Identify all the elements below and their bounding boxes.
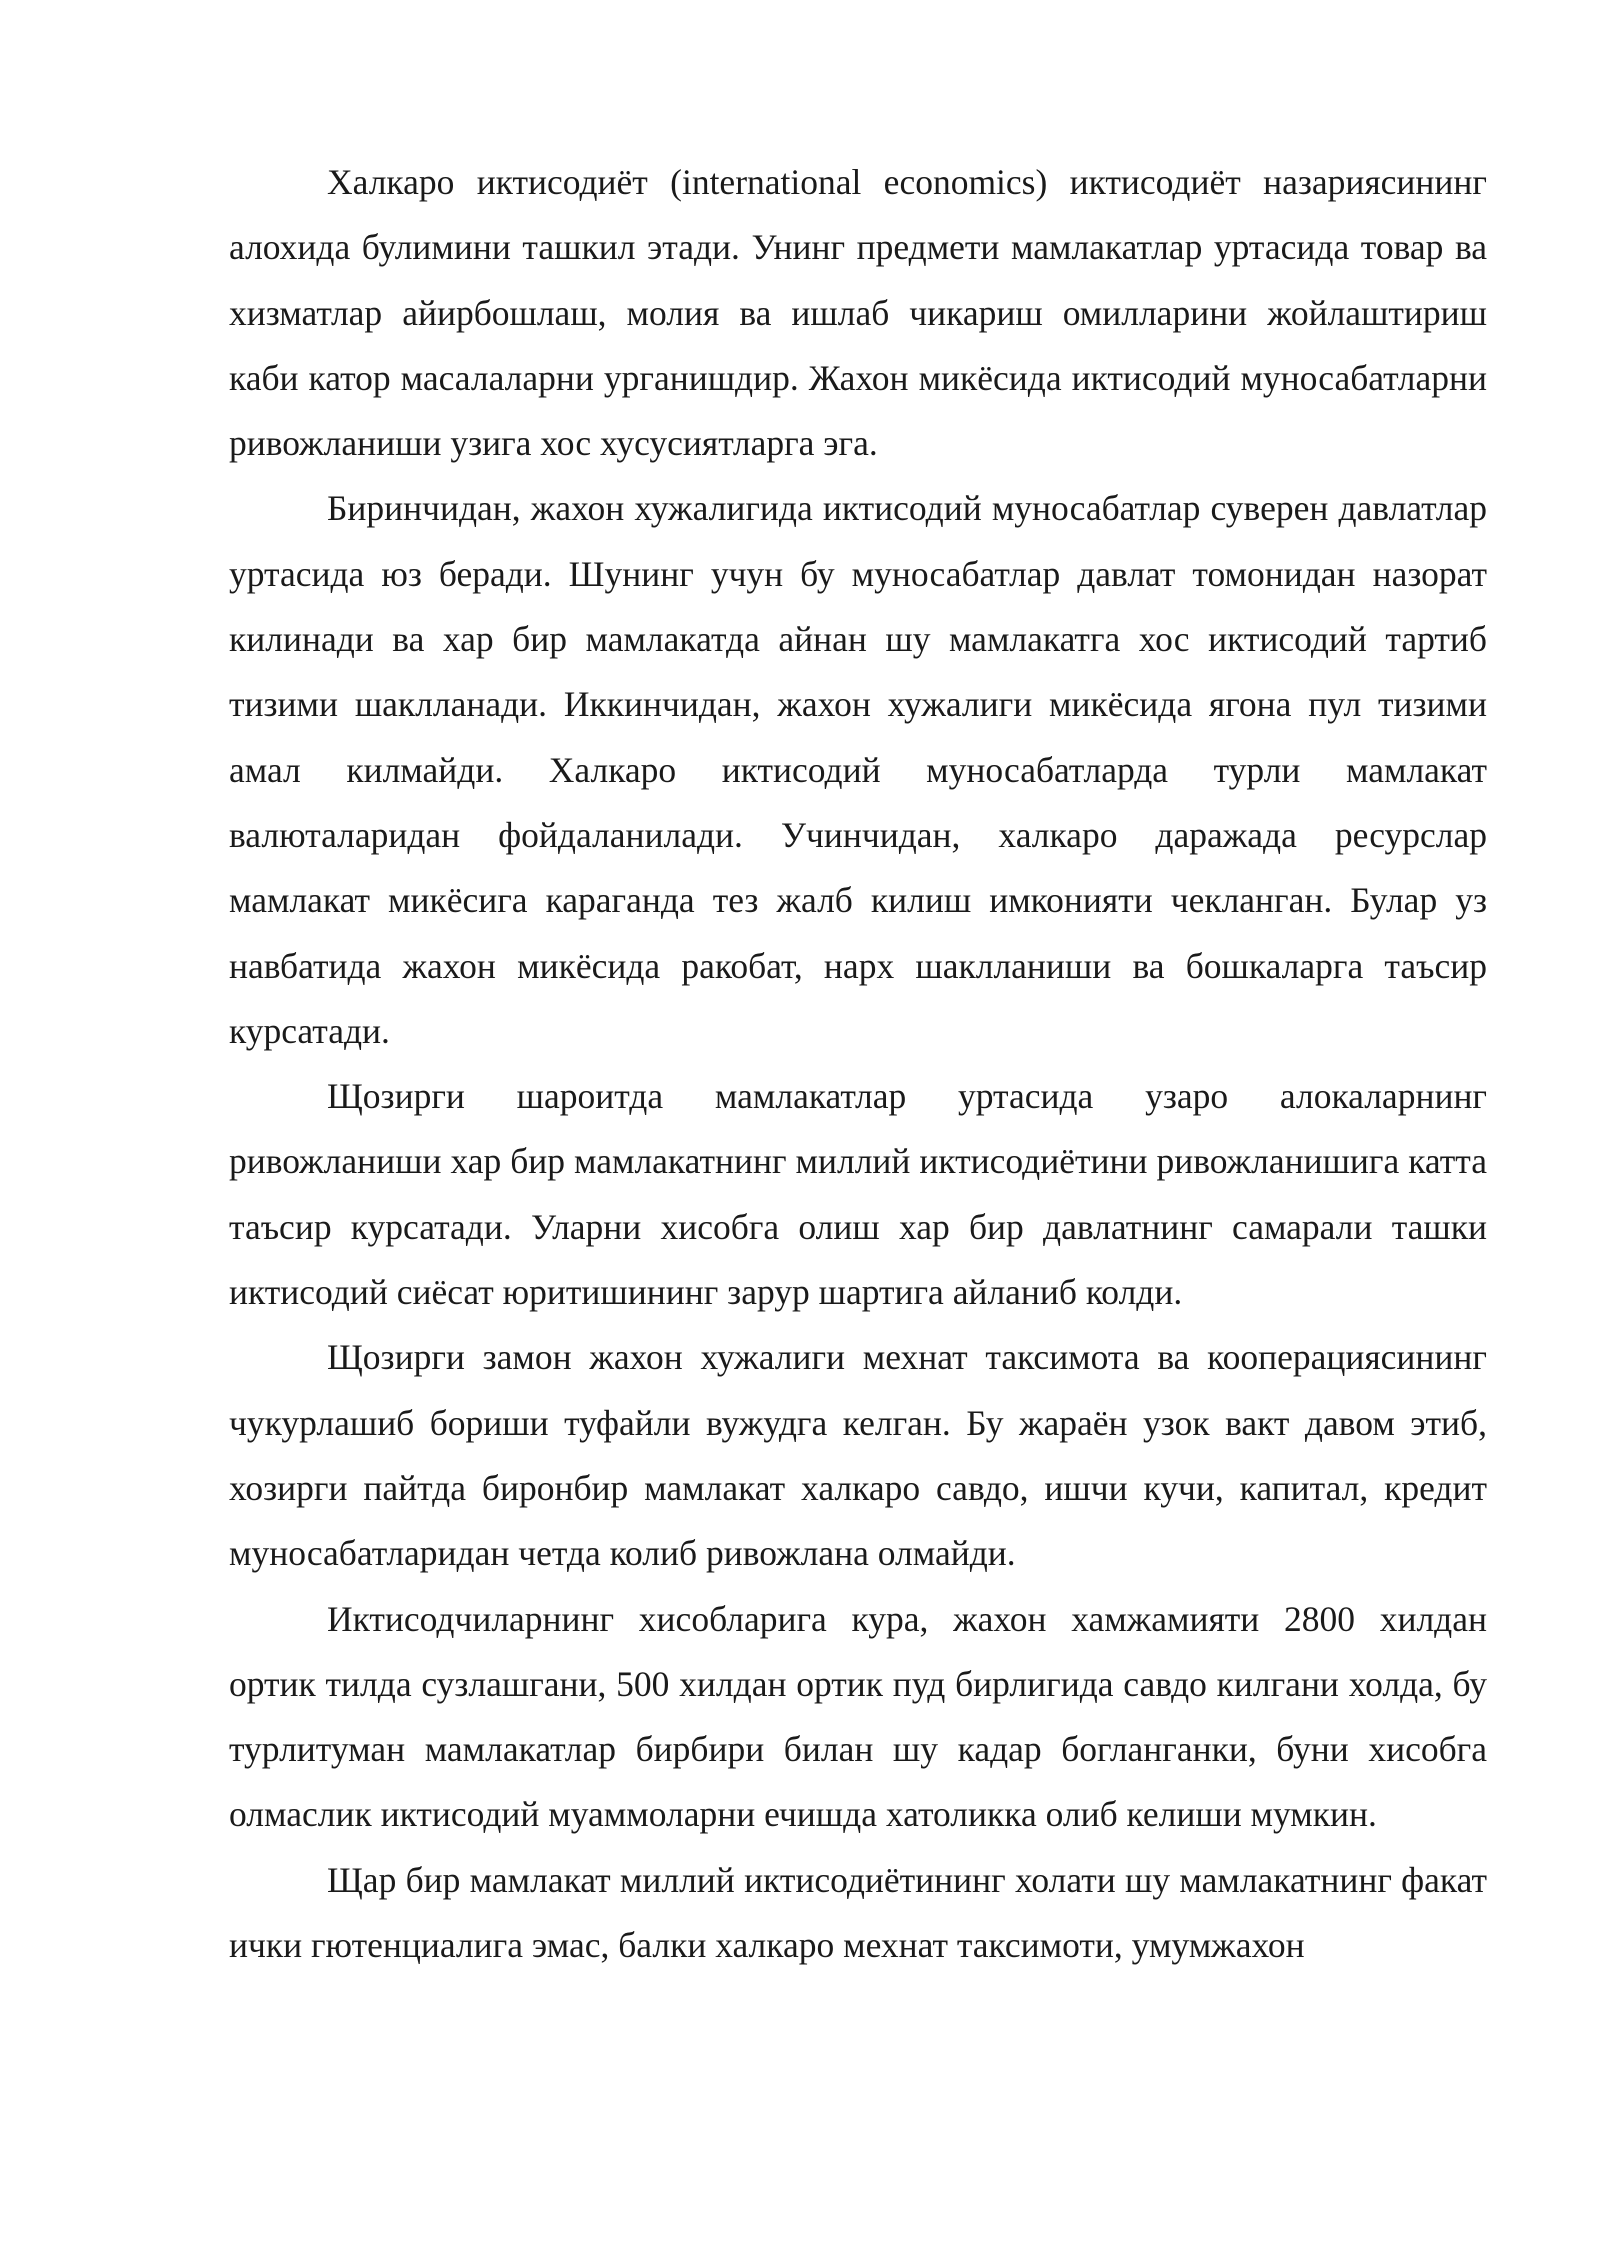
- paragraph-1: Халкаро иктисодиёт (international economics) иктисодиёт назариясининг алохида булимини ташкил этади. Унинг предмети мамлакатлар уртасида товар ва хизматлар айирбошлаш, молия ва ишлаб чикариш омилларини жойлаштириш каби катор масалаларни урганишдир. Жахон микёсида иктисодий муносабатларни ривожланиши узига хос хусусиятларга эга.: [229, 162, 1487, 464]
- paragraph-5: Иктисодчиларнинг хисобларига кура, жахон хамжамияти 2800 хилдан ортик тилда сузлашгани, 500 хилдан ортик пуд бирлигида савдо килгани холда, бу турлитуман мамлакатлар бирбири билан шу кадар богланганки, буни хисобга олмаслик иктисодий муаммоларни ечишда хатоликка олиб келиши мумкин.: [229, 1598, 1487, 1835]
- paragraph-4: Щозирги замон жахон хужалиги мехнат таксимота ва кооперациясининг чукурлашиб бориши туфайли вужудга келган. Бу жараён узок вакт давом этиб, хозирги пайтда биронбир мамлакат халкаро савдо, ишчи кучи, капитал, кредит муносабатларидан четда колиб ривожлана олмайди.: [229, 1337, 1487, 1574]
- paragraph-6: Щар бир мамлакат миллий иктисодиётининг холати шу мамлакатнинг факат ички гютенциалига эмас, балки халкаро мехнат таксимоти, умумжахон: [229, 1859, 1487, 1966]
- paragraph-2: Биринчидан, жахон хужалигида иктисодий муносабатлар суверен давлатлар уртасида юз беради. Шунинг учун бу муносабатлар давлат томонидан назорат килинади ва хар бир мамлакатда айнан шу мамлакатга хос иктисодий тартиб тизими шаклланади. Иккинчидан, жахон хужалиги микёсида ягона пул тизими амал килмайди. Халкаро иктисодий муносабатларда турли мамлакат валюталаридан фойдаланилади. Учинчидан, халкаро даражада ресурслар мамлакат микёсига караганда тез жалб килиш имконияти чекланган. Булар уз навбатида жахон микёсида ракобат, нарх шаклланиши ва бошкаларга таъсир курсатади.: [229, 488, 1487, 1051]
- paragraph-3: Щозирги шароитда мамлакатлар уртасида узаро алокаларнинг ривожланиши хар бир мамлакатнинг миллий иктисодиётини ривожланишига катта таъсир курсатади. Уларни хисобга олиш хар бир давлатнинг самарали ташки иктисодий сиёсат юритишининг зарур шартига айланиб колди.: [229, 1076, 1487, 1313]
- document-body: [229, 150, 1487, 1978]
